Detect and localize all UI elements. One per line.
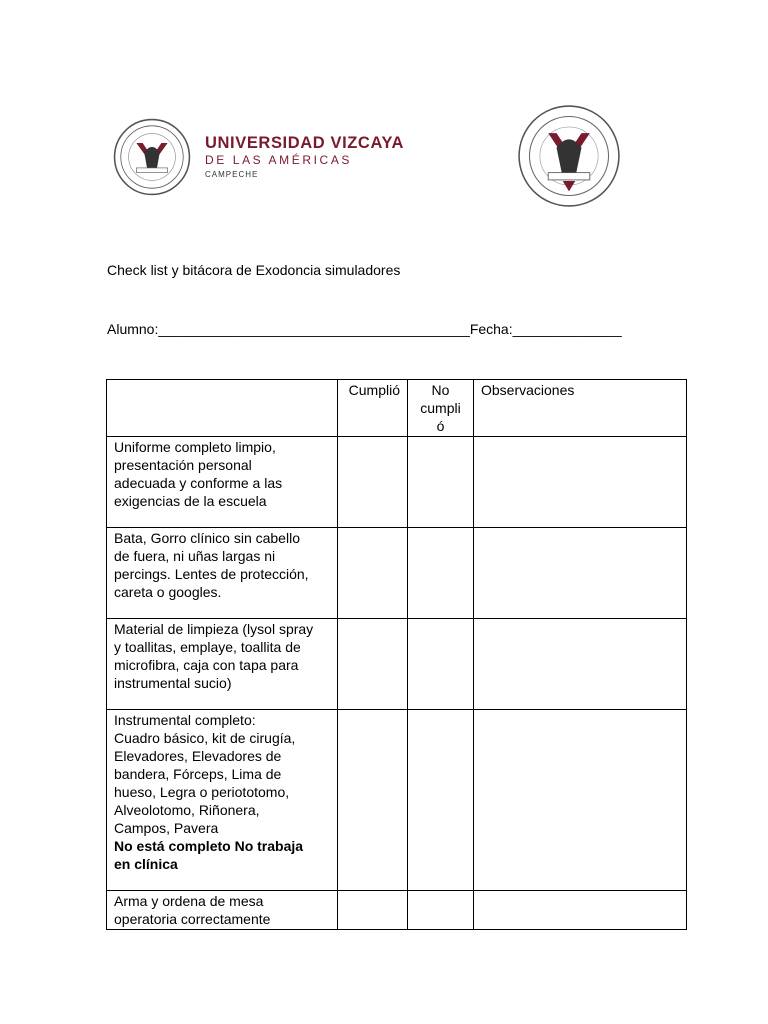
header-item-cell	[107, 380, 338, 437]
table-row	[107, 437, 687, 528]
student-label: Alumno:	[107, 321, 159, 337]
header-not-complied: No cumpli ó	[408, 380, 474, 437]
complied-cell[interactable]	[338, 710, 408, 891]
header-observations: Observaciones	[474, 380, 687, 437]
row-item: Instrumental completo: Cuadro básico, kit de cirugía, Elevadores, Elevadores de bandera, Fórceps, Lima de hueso, Legra o periototomo, Alveolotomo, Riñonera, Campos, Pavera No está completo No trabaja en clínica	[107, 710, 338, 891]
table-row	[107, 619, 687, 710]
table-header-row	[107, 380, 687, 437]
observations-cell[interactable]	[474, 710, 687, 891]
document-title: Check list y bitácora de Exodoncia simuladores	[107, 262, 401, 278]
observations-cell[interactable]	[474, 891, 687, 930]
not-complied-cell[interactable]	[408, 710, 474, 891]
date-label: Fecha:	[469, 321, 513, 337]
complied-cell[interactable]	[338, 528, 408, 619]
campus-name: CAMPECHE	[205, 170, 259, 179]
row-item: Material de limpieza (lysol spray y toallitas, emplaye, toallita de microfibra, caja con tapa para instrumental sucio)	[107, 619, 338, 710]
university-seal-large-icon	[517, 104, 621, 208]
not-complied-cell[interactable]	[408, 437, 474, 528]
complied-cell[interactable]	[338, 619, 408, 710]
row-item: Uniforme completo limpio, presentación personal adecuada y conforme a las exigencias de la escuela	[107, 437, 338, 528]
table-row	[107, 528, 687, 619]
not-complied-cell[interactable]	[408, 619, 474, 710]
observations-cell[interactable]	[474, 437, 687, 528]
university-seal-icon	[113, 118, 191, 196]
university-subtitle: DE LAS AMÉRICAS	[205, 153, 353, 167]
university-logo	[113, 118, 433, 198]
university-name: UNIVERSIDAD VIZCAYA	[205, 134, 405, 152]
observations-cell[interactable]	[474, 528, 687, 619]
table-row	[107, 891, 687, 930]
table-row	[107, 710, 687, 891]
student-blank-line[interactable]: ________________________________________	[158, 321, 470, 337]
not-complied-cell[interactable]	[408, 528, 474, 619]
date-blank-line[interactable]: ______________	[512, 321, 622, 337]
checklist-table	[106, 379, 687, 930]
observations-cell[interactable]	[474, 619, 687, 710]
row-item: Bata, Gorro clínico sin cabello de fuera, ni uñas largas ni percings. Lentes de protección, careta o googles.	[107, 528, 338, 619]
complied-cell[interactable]	[338, 891, 408, 930]
complied-cell[interactable]	[338, 437, 408, 528]
student-date-fields	[107, 321, 622, 337]
not-complied-cell[interactable]	[408, 891, 474, 930]
header-complied: Cumplió	[338, 380, 408, 437]
row-item: Arma y ordena de mesa operatoria correctamente	[107, 891, 338, 930]
